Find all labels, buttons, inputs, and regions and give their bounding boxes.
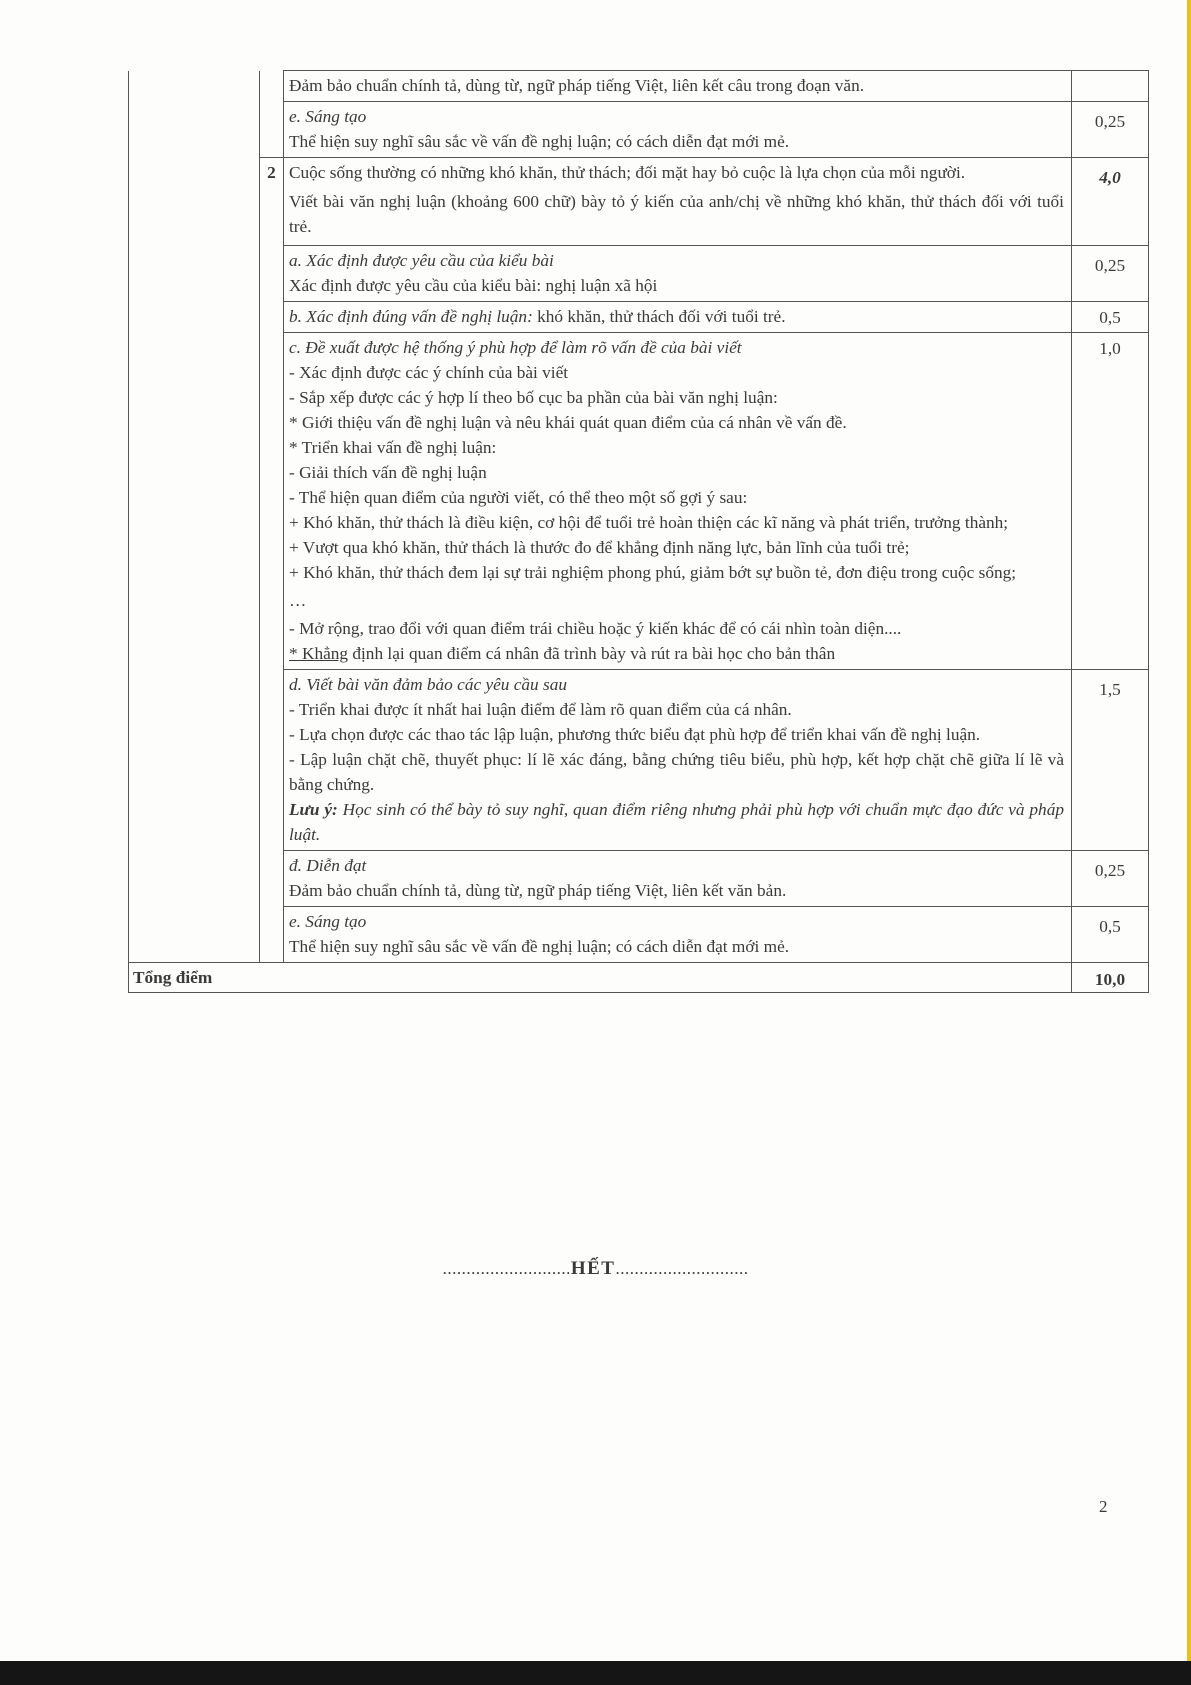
criterion-heading: a. Xác định được yêu cầu của kiểu bài <box>289 251 554 270</box>
prompt-task: Viết bài văn nghị luận (khoảng 600 chữ) bày tỏ ý kiến của anh/chị về những khó khăn, thử thách đối với tuổi trẻ. <box>289 192 1064 236</box>
outline-line: - Giải thích vấn đề nghị luận <box>289 463 487 482</box>
criterion-cell <box>284 670 1072 851</box>
page-edge-bottom <box>0 1661 1191 1685</box>
scoring-table <box>128 70 1149 993</box>
score-value: 1,0 <box>1099 339 1121 358</box>
question-number: 2 <box>267 163 276 182</box>
criterion-cell <box>284 851 1072 907</box>
criterion-cell <box>284 246 1072 302</box>
outline-line: + Vượt qua khó khăn, thử thách là thước đo để khẳng định năng lực, bản lĩnh của tuổi trẻ; <box>289 538 910 557</box>
score-cell <box>1072 851 1149 907</box>
score-value: 1,5 <box>1099 680 1121 699</box>
criterion-text: khó khăn, thử thách đối với tuổi trẻ. <box>532 307 786 326</box>
outline-line-rest: định lại quan điểm cá nhân đã trình bày và rút ra bài học cho bản thân <box>348 644 836 663</box>
criterion-heading: đ. Diễn đạt <box>289 856 367 875</box>
score-cell <box>1072 670 1149 851</box>
prompt-text: Cuộc sống thường có những khó khăn, thử thách; đối mặt hay bỏ cuộc là lựa chọn của mỗi người. <box>289 163 966 182</box>
requirement-line: - Lựa chọn được các thao tác lập luận, phương thức biểu đạt phù hợp để triển khai vấn đề nghị luận. <box>289 725 981 744</box>
outline-line: - Xác định được các ý chính của bài viết <box>289 363 569 382</box>
score-cell <box>1072 907 1149 963</box>
criterion-heading: e. Sáng tạo <box>289 107 367 126</box>
outline-line: - Sắp xếp được các ý hợp lí theo bố cục ba phần của bài văn nghị luận: <box>289 388 778 407</box>
empty-section-cell <box>129 71 260 963</box>
score-value: 0,25 <box>1094 256 1126 275</box>
outline-line <box>289 641 1064 666</box>
note-text: Học sinh có thể bày tỏ suy nghĩ, quan điểm riêng nhưng phải phù hợp với chuẩn mực đạo đức và pháp luật. <box>289 800 1064 844</box>
criterion-cell <box>284 907 1072 963</box>
outline-line: + Khó khăn, thử thách là điều kiện, cơ hội để tuổi trẻ hoàn thiện các kĩ năng và phát triển, trưởng thành; <box>289 513 1009 532</box>
end-dots-left: ........................... <box>442 1259 571 1278</box>
score-cell <box>1072 302 1149 333</box>
criterion-cell <box>284 333 1072 670</box>
criterion-cell <box>284 71 1072 102</box>
score-value: 0,5 <box>1099 308 1121 327</box>
page-edge-right <box>1187 0 1191 1685</box>
total-label-cell <box>129 963 1072 993</box>
total-row <box>129 963 1149 993</box>
table-row <box>129 158 1149 246</box>
question-number-cell <box>260 158 284 963</box>
criterion-text: Đảm bảo chuẩn chính tả, dùng từ, ngữ pháp tiếng Việt, liên kết câu trong đoạn văn. <box>289 76 865 95</box>
score-value: 4,0 <box>1099 168 1121 187</box>
end-marker <box>0 1258 1191 1280</box>
criterion-heading: b. Xác định đúng vấn đề nghị luận: <box>289 307 533 326</box>
requirement-line: - Triển khai được ít nhất hai luận điểm để làm rõ quan điểm của cá nhân. <box>289 700 792 719</box>
note-label: Lưu ý: <box>289 800 338 819</box>
score-cell <box>1072 333 1149 670</box>
score-cell <box>1072 158 1149 246</box>
total-score: 10,0 <box>1094 970 1126 989</box>
criterion-cell <box>284 302 1072 333</box>
outline-line: * Triển khai vấn đề nghị luận: <box>289 438 497 457</box>
score-cell <box>1072 102 1149 158</box>
end-word: HẾT <box>570 1258 616 1279</box>
underlined-word: * Khẳng <box>289 644 349 663</box>
criterion-heading: e. Sáng tạo <box>289 912 367 931</box>
criterion-heading: d. Viết bài văn đảm bảo các yêu cầu sau <box>289 675 568 694</box>
empty-number-cell <box>260 71 284 158</box>
requirement-line: - Lập luận chặt chẽ, thuyết phục: lí lẽ xác đáng, bằng chứng tiêu biểu, phù hợp, kết hợp chặt chẽ giữa lí lẽ và bằng chứng. <box>289 750 1064 794</box>
score-value: 0,5 <box>1099 917 1121 936</box>
score-value: 0,25 <box>1094 112 1126 131</box>
criterion-heading: c. Đề xuất được hệ thống ý phù hợp để làm rõ vấn đề của bài viết <box>289 338 742 357</box>
criterion-cell <box>284 102 1072 158</box>
criterion-text: Thể hiện suy nghĩ sâu sắc về vấn đề nghị luận; có cách diễn đạt mới mẻ. <box>289 937 790 956</box>
table-row <box>129 71 1149 102</box>
total-score-cell <box>1072 963 1149 993</box>
criterion-text: Đảm bảo chuẩn chính tả, dùng từ, ngữ pháp tiếng Việt, liên kết văn bản. <box>289 881 787 900</box>
outline-line: - Mở rộng, trao đổi với quan điểm trái chiều hoặc ý kiến khác để có cái nhìn toàn diện.... <box>289 619 902 638</box>
outline-ellipsis: … <box>289 591 307 610</box>
score-cell <box>1072 71 1149 102</box>
outline-line: * Giới thiệu vấn đề nghị luận và nêu khái quát quan điểm của cá nhân về vấn đề. <box>289 413 847 432</box>
score-value: 0,25 <box>1094 861 1126 880</box>
page-number: 2 <box>1099 1497 1108 1516</box>
outline-line: + Khó khăn, thử thách đem lại sự trải nghiệm phong phú, giảm bớt sự buồn tẻ, đơn điệu trong cuộc sống; <box>289 563 1017 582</box>
outline-line: - Thể hiện quan điểm của người viết, có thể theo một số gợi ý sau: <box>289 488 748 507</box>
total-label: Tổng điểm <box>133 968 213 987</box>
criterion-cell <box>284 158 1072 246</box>
end-dots-right: ............................ <box>615 1259 749 1278</box>
criterion-text: Thể hiện suy nghĩ sâu sắc về vấn đề nghị luận; có cách diễn đạt mới mẻ. <box>289 132 790 151</box>
score-cell <box>1072 246 1149 302</box>
criterion-text: Xác định được yêu cầu của kiểu bài: nghị luận xã hội <box>289 276 658 295</box>
